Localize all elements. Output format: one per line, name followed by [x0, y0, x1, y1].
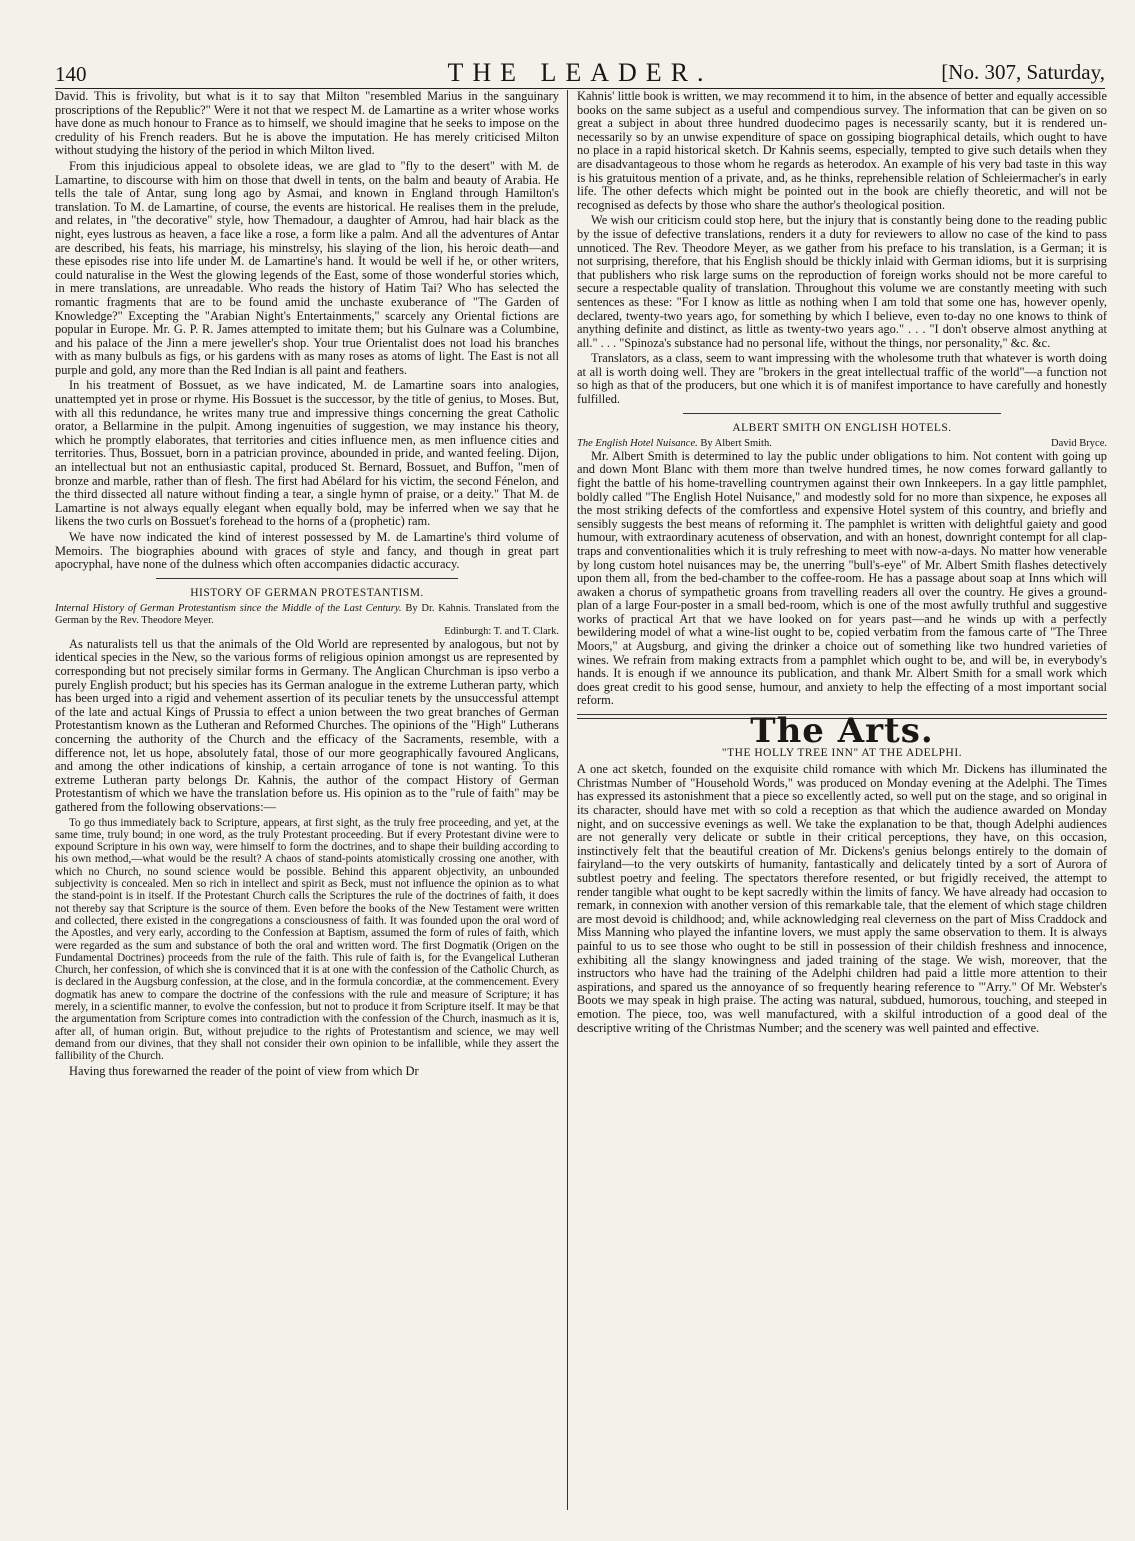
- section-divider: [683, 413, 1001, 414]
- book-publisher: Edinburgh: T. and T. Clark.: [444, 626, 559, 638]
- book-publisher: David Bryce.: [1051, 438, 1107, 450]
- right-column: [577, 90, 1107, 1510]
- article-paragraph: A one act sketch, founded on the exquisite child romance with which Mr. Dickens has illuminated the Christmas Number of "Household Words," was produced on Monday evening at the Adelphi. The Times has expressed its astonishment that a piece so excellently acted, so well put on the stage, and so original in its character, should have met with so cold a reception as that which the audience awarded on Monday night, and on successive evenings as well. We take the explanation to be that, though Adelphi audiences are not generally very delicate or subtle in their critical perceptions, they have, on this occasion, instinctively felt that the beautiful creation of Mr. Dickens's genius belongs entirely to the domain of fairyland—to the very outskirts of humanity, fantastically and delicately tinted by a sort of Aurora of subtlest poetry and feeling. The spectators therefore resented, or but frigidly received, the attempt to render tangible what ought to be kept sacredly within the limits of fancy. We have already had occasion to remark, in connexion with another version of this remarkable tale, that the element of which stage children are most devoid is childhood; and, while acknowledging real cleverness on the part of Miss Craddock and Miss Manning who played the infantine lovers, we must apply the same observation to them. It is always painful to us to see those who ought to be still in possession of their childish freshness and innocence, exhibiting all the slangy knowingness and jaded training of the stage. We wish, moreover, that the instructors who have had the training of the Adelphi children had paid a little more attention to their aspirations, and spared us the annoyance of so frequently hearing reference to "'Arry." Of Mr. Webster's Boots we may speak in high praise. The acting was natural, subdued, humorous, touching, and steeped in emotion. The piece, too, was well manufactured, with a skilful introduction of a good deal of the descriptive writing of the Christmas Number; and the scenery was well painted and effective.: [577, 762, 1107, 1035]
- article-paragraph: David. This is frivolity, but what is it to say that Milton "resembled Marius in the sanguinary proscriptions of the Republic?" Were it not that we respect M. de Lamartine as a writer whose works have done as much honour to France as to himself, we should imagine that he seeks to impose on the credulity of his French readers. But he is above the imputation. He has merely criticised Milton without studying the history of the period in which Milton lived.: [55, 90, 559, 158]
- article-paragraph: Mr. Albert Smith is determined to lay the public under obligations to him. Not content with going up and down Mont Blanc with them more than twelve hundred times, he now comes forward gallantly to fight the battle of his home-travelling countrymen against their own Innkeepers. In a gay little pamphlet, boldly called "The English Hotel Nuisance," and modestly sold for no more than sixpence, he exposes all the most striking defects of the comfortless and expensive Hotel system of this country, and briefly and sensibly suggests the best means of reforming it. The pamphlet is written with delightful gaiety and good humour, with extraordinary acuteness of observation, and with an honest, downright contempt for all clap-traps and conventionalities which it is truly refreshing to meet with now-a-days. No matter how venerable by long custom hotel nuisances may be, the unerring "bull's-eye" of Mr. Albert Smith flashes detectively upon them all, from the bed-chamber to the coffee-room. He has a passage about soap at Inns which will awaken a chorus of sympathetic groans from travelling readers all over the country. He gives a ground-plan of a large Four-poster in a small bed-room, which is one of the most awfully truthful and suggestive works of practical Art that we have looked on for years past—and he winds up with a perfectly bewildering model of what a wine-list ought to be, copied verbatim from the famous carte of "The Three Moors," at Augsburg, and giving the drinker a choice out of something like two hundred varieties of wines. We refrain from making extracts from a pamphlet which ought to be, and will be, in everybody's hands. It is enough if we announce its publication, and thank Mr. Albert Smith for a small work which does great credit to his good sense, humour, and anxiety to help the effecting of a most important social reform.: [577, 448, 1107, 708]
- newspaper-title: THE LEADER.: [447, 58, 713, 87]
- column-rule: [567, 90, 568, 1510]
- block-quote: To go thus immediately back to Scripture, appears, at first sight, as the truly free proceeding, and yet, at the same time, truly bound; in one word, as the truly Protestant proceeding. But if every Protestant divine were to expound Scripture in his own way, were himself to form the doctrines, and to shape their building according to his own method,—what would be the result? A chaos of stand-points atomistically crossing one another, with which no Church, no sound science would be possible. Behind this apparent objectivity, an unbounded subjectivity is concealed. Men so rich in intellect and spirit as Beck, must not influence the opinion as to what the stand-point is in itself. If the Protestant Church calls the Scriptures the rule of the doctrines of faith, it does not thereby say that Scripture is the source of them. Even before the books of the New Testament were written and collected, there existed in the congregations a consciousness of faith. It was founded upon the oral word of the Apostles, and very early, according to the Confession at Baptism, assumed the form of rules of faith, which were regarded as the sum and substance of both the oral and written word. The first Dogmatik (Origen on the Fundamental Doctrines) proceeds from the rule of the faith. This rule of faith is, for the Evangelical Lutheran Church, her confession, of which she is convinced that it is at one with the confession of the Catholic Church, as is declared in the Augsburg confession, at the close, and in the formula concordiæ, at the commencement. Every dogmatik has anew to compare the doctrine of the confessions with the rule and measure of Scripture; it has merely, in a scientific manner, to evolve the confession, but not to produce it from Scripture itself. It may be that the argumentation from Scripture comes into contradiction with the confession of the Church, inasmuch as it is, after all, of human origin. But, without prejudice to the rights of Protestantism and science, we may well demand from our divines, that they shall not consider their own opinion to be infallible, while they assert the fallibility of the Church.: [55, 816, 559, 1063]
- book-author: By Albert Smith.: [700, 438, 772, 450]
- section-heading-holly-tree-inn: "THE HOLLY TREE INN" AT THE ADELPHI.: [721, 746, 963, 759]
- section-title-the-arts: The Arts.: [750, 711, 934, 752]
- page-header: [55, 56, 1105, 89]
- article-paragraph: As naturalists tell us that the animals of the Old World are represented by analogous, but not by identical species in the New, so the various forms of religious opinion amongst us are represented by corresponding but not precisely similar forms in Germany. The Anglican Churchman is ipso verbo a purely English product; but his species has its German analogue in the extreme Lutheran party, which has been urged into a rigid and vehement assertion of its peculiar tenets by the unsuccessful attempt of the late and actual Kings of Prussia to effect a union between the two great branches of German Protestantism known as the Lutheran and Reformed Churches. The opinions of the "High" Lutherans concerning the authority of the Church and the efficacy of the Sacraments, resemble, with a difference not, let us hope, absolutely fatal, those of our more geographically favoured Anglicans, and among the other indications of kinship, a certain arrogance of tone is not wanting. To this extreme Lutheran party belongs Dr. Kahnis, the author of the compact History of German Protestantism of which we have the translation before us. His opinion as to the "rule of faith" may be gathered from the following observations:—: [55, 636, 559, 814]
- section-divider: [156, 578, 458, 579]
- book-author: By Dr. Kahnis. Translated from the German by the Rev. Theodore Meyer.: [55, 603, 559, 626]
- section-heading-german-protestantism: HISTORY OF GERMAN PROTESTANTISM.: [190, 586, 424, 599]
- article-paragraph: Translators, as a class, seem to want impressing with the wholesome truth that whatever is worth doing at all is worth doing well. They are "brokers in the great intellectual traffic of the world"—a function not so high as that of the producers, but one which it is of manifest importance to have carefully and honestly fulfilled.: [577, 351, 1107, 407]
- page-number: 140: [55, 62, 87, 86]
- article-paragraph: We wish our criticism could stop here, but the injury that is constantly being done to the reading public by the issue of defective translations, renders it a duty for reviewers to allow no case of the kind to pass unnoticed. The Rev. Theodore Meyer, as we gather from his preface to his translation, is a German; it is not surprising, therefore, that his English should be thickly inlaid with German idioms, but it is surprising that publishers who risk large sums on the reproduction of foreign works should not be more careful to secure a respectable quality of translation. Throughout this volume we are constantly meeting with such sentences as these: "For I know as little as nothing when I am told that some one has, however openly, declared, twenty-two years ago, for something by which I believe, even to-day no one knows to think of anything definite and distinct, as little as twenty-two years ago." . . . "I don't observe almost anything at all." . . . "Spinoza's substance had no personal life, without the things, nor personality," &c. &c.: [577, 213, 1107, 350]
- book-citation: [55, 603, 559, 626]
- book-title: The English Hotel Nuisance.: [577, 438, 698, 450]
- article-paragraph: Kahnis' little book is written, we may recommend it to him, in the absence of better and equally accessible books on the same subject as a useful and compendious survey. The information that can be given on so great a subject in about three hundred duodecimo pages is necessarily scanty, but it is rendered un-necessarily so by an unwise expenditure of space on gossiping biographical details, which ought to have no place in a rapid historical sketch. Dr Kahnis seems, especially, tempted to give such details when they are disadvantageous to those whom he regards as heterodox. An example of his very bad taste in this way is his gratuitous mention of a private, and, as he thinks, reprehensible relation of Schleiermacher's in early life. The other defects which might be pointed out in the book are chiefly theoretic, and will not be recognised as defects by those who share the author's theological position.: [577, 90, 1107, 212]
- article-paragraph: Having thus forewarned the reader of the point of view from which Dr: [69, 1063, 419, 1078]
- issue-info: [No. 307, Saturday,: [941, 60, 1105, 84]
- left-column: [55, 90, 559, 1510]
- section-heading-albert-smith: ALBERT SMITH ON ENGLISH HOTELS.: [732, 421, 952, 434]
- book-title: Internal History of German Protestantism since the Middle of the Last Century.: [55, 603, 402, 615]
- article-paragraph: From this injudicious appeal to obsolete ideas, we are glad to "fly to the desert" with M. de Lamartine, to discourse with him on those that dwell in tents, on the balm and beauty of Arabia. He tells the tale of Antar, sung long ago by Asmai, and known in England through Hamilton's translation. To M. de Lamartine, of course, the events are historical. He realises them in the prelude, and relates, in "the decorative" style, how Themadour, a daughter of Amrou, had hair black as the night, eyes lustrous as heaven, a face like a rose, a form like a palm. And all the adventures of Antar are described, his feats, his marriage, his minstrelsy, his slaying of the lion, his heroic death—and these episodes rise into life under M. de Lamartine's hand. It would be well if he, or other writers, could naturalise in the West the glowing legends of the East, some of those wonderful stories which, in mere translations, are unreadable. Who reads the history of Hatim Tai? Who has selected the romantic fragments that are to be found amid the unchaste exuberance of "The Garden of Knowledge?" Excepting the "Arabian Night's Entertainments," scarcely any Oriental fictions are popular in Europe. Mr. G. P. R. James attempted to imitate them; but his Gulnare was a Columbine, and his palace of the Jinn a mere jeweller's shop. Your true Orientalist does not load his branches with as many bulbuls as figs, or his gardens with as many roses as atoms of light. The East is not all purple and gold, any more than the Red Indian is all paint and feathers.: [55, 158, 559, 377]
- article-paragraph: We have now indicated the kind of interest possessed by M. de Lamartine's third volume of Memoirs. The biographies abound with graces of style and fancy, and though in great part apocryphal, have none of the dulness which often accompanies didactic accuracy.: [55, 530, 559, 572]
- article-paragraph: In his treatment of Bossuet, as we have indicated, M. de Lamartine soars into analogies, unattempted yet in prose or rhyme. His Bossuet is the successor, by the title of genius, to Moses. But, with all this redundance, he writes many true and impressive things concerning the great Catholic orator, a Bellarmine in the pulpit. Among ingenuities of suggestion, we may instance his theory, which he promptly elaborates, that territories and cities influence men, as men influence cities and territories. Thus, Bossuet, born in a patrician province, abounded in pride, and wanted feeling. Dijon, an intellectual but not an enthusiastic capital, produced St. Bernard, Bossuet, and Buffon, "men of bronze and marble, rather than of flesh. The first had Abélard for his victim, the second Fénelon, and the third dissected all nature without finding a tear, a single hymn of praise, or a deity." That M. de Lamartine is not always equally elegant when equally bold, may be inferred when we say that he likens the two curls on Bossuet's forehead to the horns of a (prophetic) ram.: [55, 378, 559, 529]
